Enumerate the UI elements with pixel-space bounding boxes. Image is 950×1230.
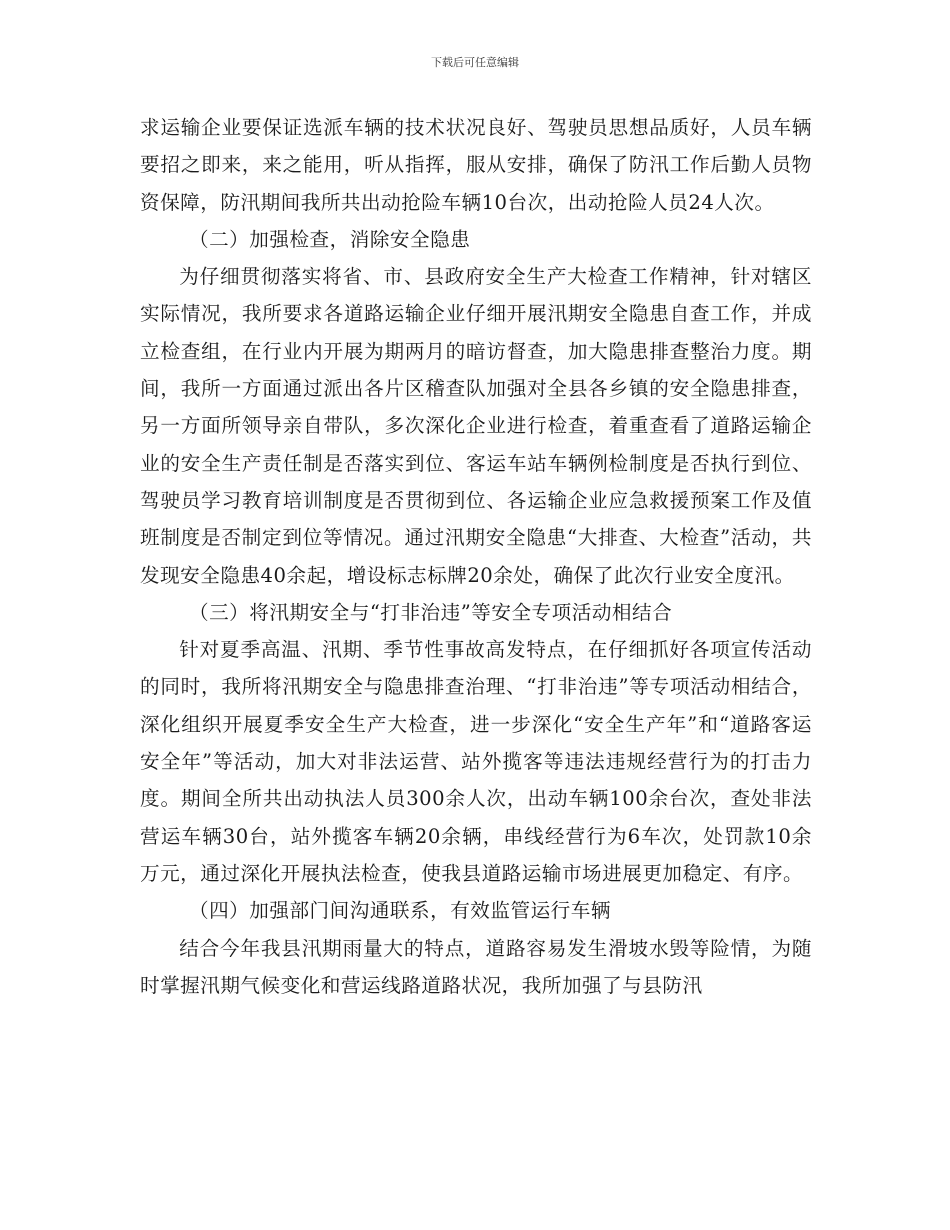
paragraph-enforcement: 针对夏季高温、汛期、季节性事故高发特点，在仔细抓好各项宣传活动的同时，我所将汛期安全与隐患排查治理、“打非治违”等专项活动相结合，深化组织开展夏季安全生产大检查，进一步深化“安全生产年”和“道路客运安全年”等活动，加大对非法运营、站外揽客等违法违规经营行为的打击力度。期间全所共出动执法人员300余人次，出动车辆100余台次，查处非法营运车辆30台，站外揽客车辆20余辆，串线经营行为6车次，处罚款10余万元，通过深化开展执法检查，使我县道路运输市场进展更加稳定、有序。 (140, 638, 812, 885)
section-heading-4: （四）加强部门间沟通联系，有效监管运行车辆 (189, 899, 611, 923)
page-header: 下载后可任意编辑 (431, 56, 519, 69)
section-heading-2: （二）加强检查，消除安全隐患 (189, 227, 471, 251)
document-body (140, 109, 812, 1004)
paragraph-vehicle-dispatch: 求运输企业要保证选派车辆的技术状况良好、驾驶员思想品质好，人员车辆要招之即来，来之能用，听从指挥，服从安排，确保了防汛工作后勤人员物资保障，防汛期间我所共出动抢险车辆10台次，出动抢险人员24人次。 (140, 116, 812, 214)
paragraph-inspection: 为仔细贯彻落实将省、市、县政府安全生产大检查工作精神，针对辖区实际情况，我所要求各道路运输企业仔细开展汛期安全隐患自查工作，并成立检查组，在行业内开展为期两月的暗访督查，加大隐患排查整治力度。期间，我所一方面通过派出各片区稽查队加强对全县各乡镇的安全隐患排查，另一方面所领导亲自带队，多次深化企业进行检查，着重查看了道路运输企业的安全生产责任制是否落实到位、客运车站车辆例检制度是否执行到位、驾驶员学习教育培训制度是否贯彻到位、各运输企业应急救援预案工作及值班制度是否制定到位等情况。通过汛期安全隐患“大排查、大检查”活动，共发现安全隐患40余起，增设标志标牌20余处，确保了此次行业安全度汛。 (140, 265, 812, 587)
section-heading-3: （三）将汛期安全与“打非治违”等安全专项活动相结合 (189, 600, 673, 624)
paragraph-coordination: 结合今年我县汛期雨量大的特点，道路容易发生滑坡水毁等险情，为随时掌握汛期气候变化和营运线路道路状况，我所加强了与县防汛 (140, 936, 812, 997)
